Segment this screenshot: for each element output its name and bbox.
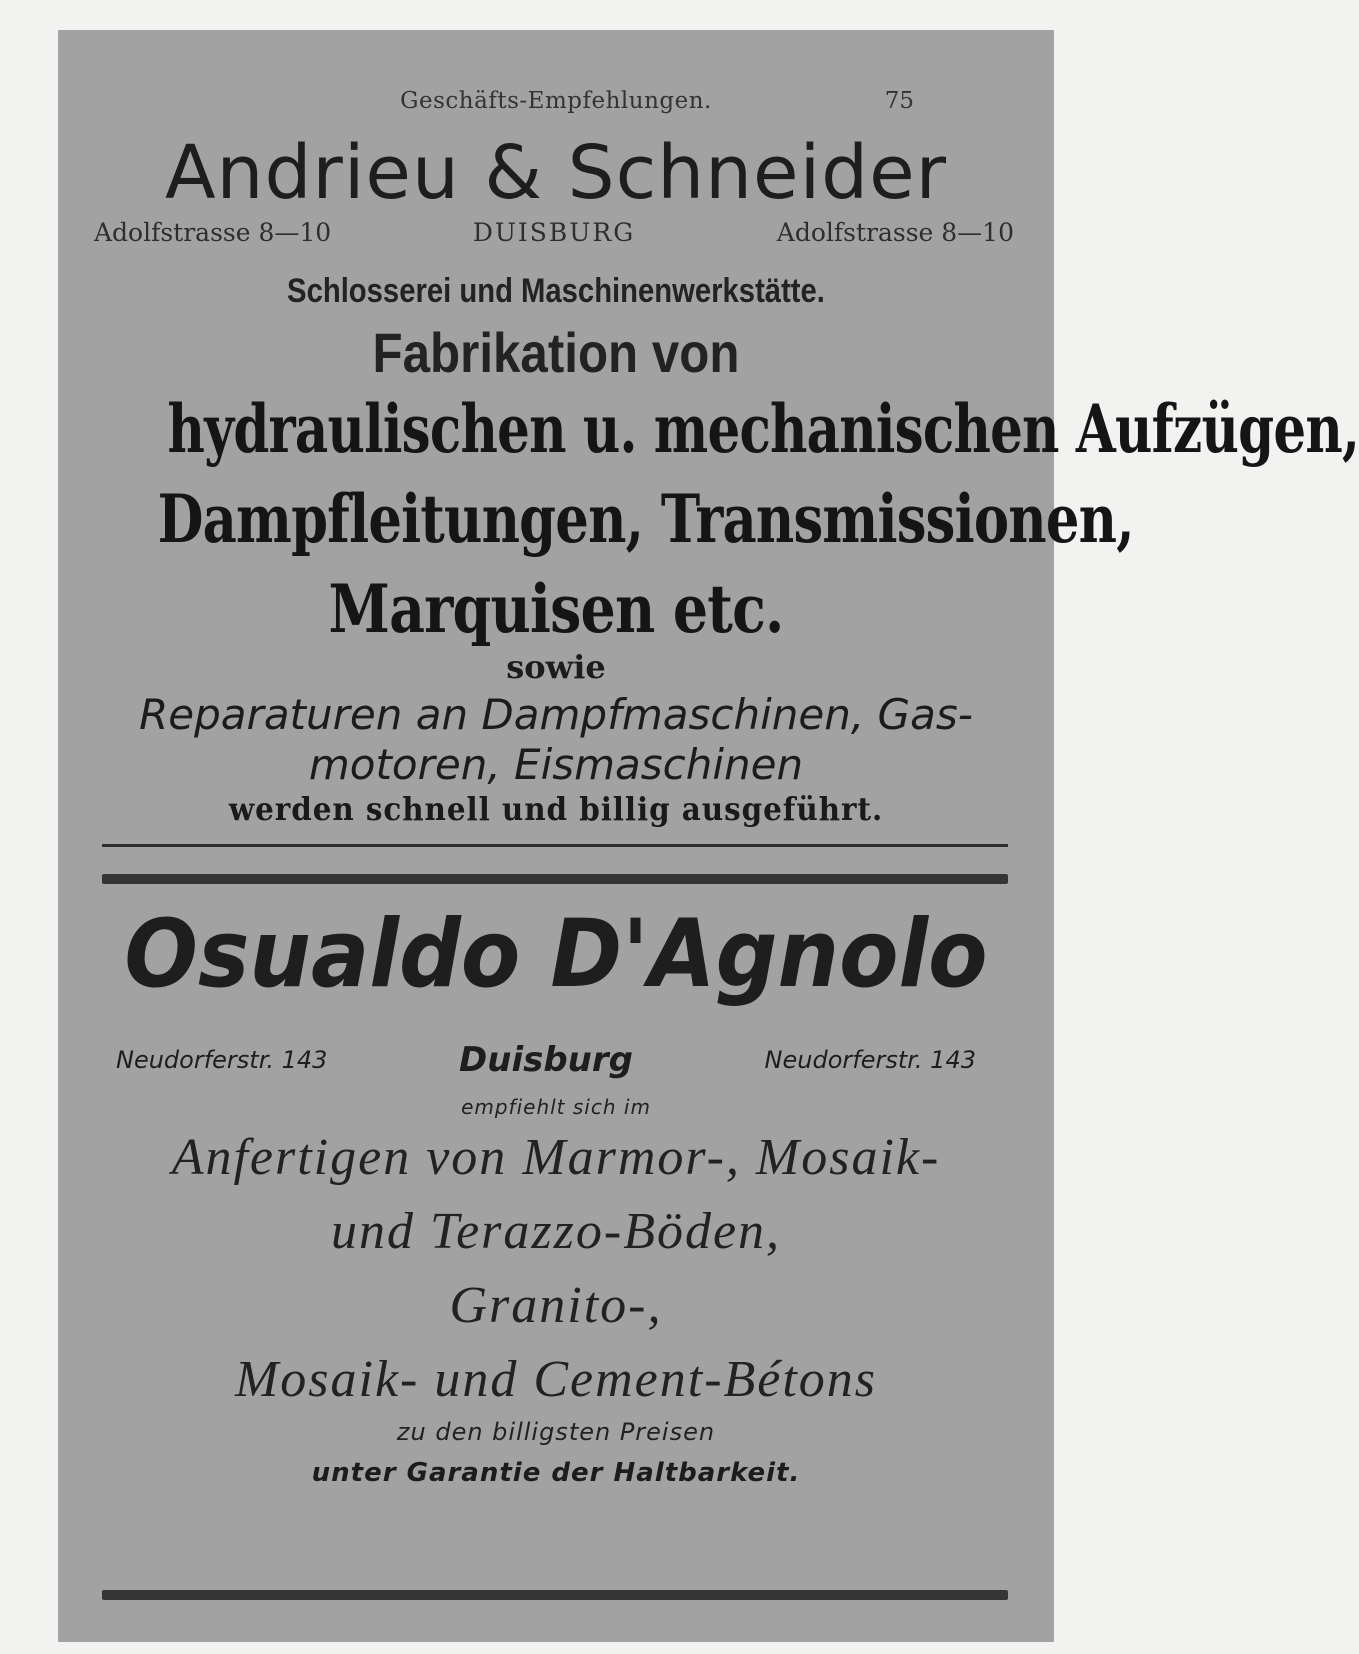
address-right: Neudorferstr. 143 xyxy=(764,1046,976,1074)
service-line-1: Anfertigen von Marmor-, Mosaik- xyxy=(171,1129,941,1186)
service-line-4: Mosaik- und Cement-Bétons xyxy=(234,1351,878,1408)
conjunction: sowie xyxy=(506,648,606,686)
address-left: Neudorferstr. 143 xyxy=(116,1046,328,1074)
running-header: Geschäfts-Empfehlungen. xyxy=(400,88,712,114)
firm-name-andrieu-schneider: Andrieu & Schneider xyxy=(164,130,948,216)
repairs-line-2: motoren, Eismaschinen xyxy=(308,740,804,789)
address-left: Adolfstrasse 8—10 xyxy=(94,218,332,247)
city-name: DUISBURG xyxy=(472,218,636,247)
address-right: Adolfstrasse 8—10 xyxy=(776,218,1014,247)
repairs-line-1: Reparaturen an Dampfmaschinen, Gas- xyxy=(139,690,973,739)
page-number: 75 xyxy=(884,88,914,114)
products-line-3: Marquisen etc. xyxy=(328,570,784,648)
divider-rule xyxy=(102,844,1008,847)
advertisement-page xyxy=(58,30,1359,1642)
service-line-2: und Terazzo-Böden, xyxy=(330,1203,782,1260)
price-note: zu den billigsten Preisen xyxy=(396,1418,716,1446)
fabrication-heading: Fabrikation von xyxy=(372,321,740,384)
ornamental-rule-bottom xyxy=(102,1590,1008,1600)
intro-text: empfiehlt sich im xyxy=(461,1095,651,1119)
trade-description: Schlosserei und Maschinenwerkstätte. xyxy=(287,272,825,310)
products-line-2: Dampfleitungen, Transmissionen, xyxy=(157,480,1134,558)
products-line-1: hydraulischen u. mechanischen Aufzügen, xyxy=(167,390,1359,468)
ornamental-rule-top xyxy=(102,874,1008,884)
city-name: Duisburg xyxy=(459,1040,633,1080)
closing-line: werden schnell und billig ausgeführt. xyxy=(228,790,884,828)
guarantee-note: unter Garantie der Haltbarkeit. xyxy=(311,1458,801,1488)
service-line-3: Granito-, xyxy=(449,1277,663,1334)
firm-name-dagnolo: Osualdo D'Agnolo xyxy=(124,900,988,1009)
